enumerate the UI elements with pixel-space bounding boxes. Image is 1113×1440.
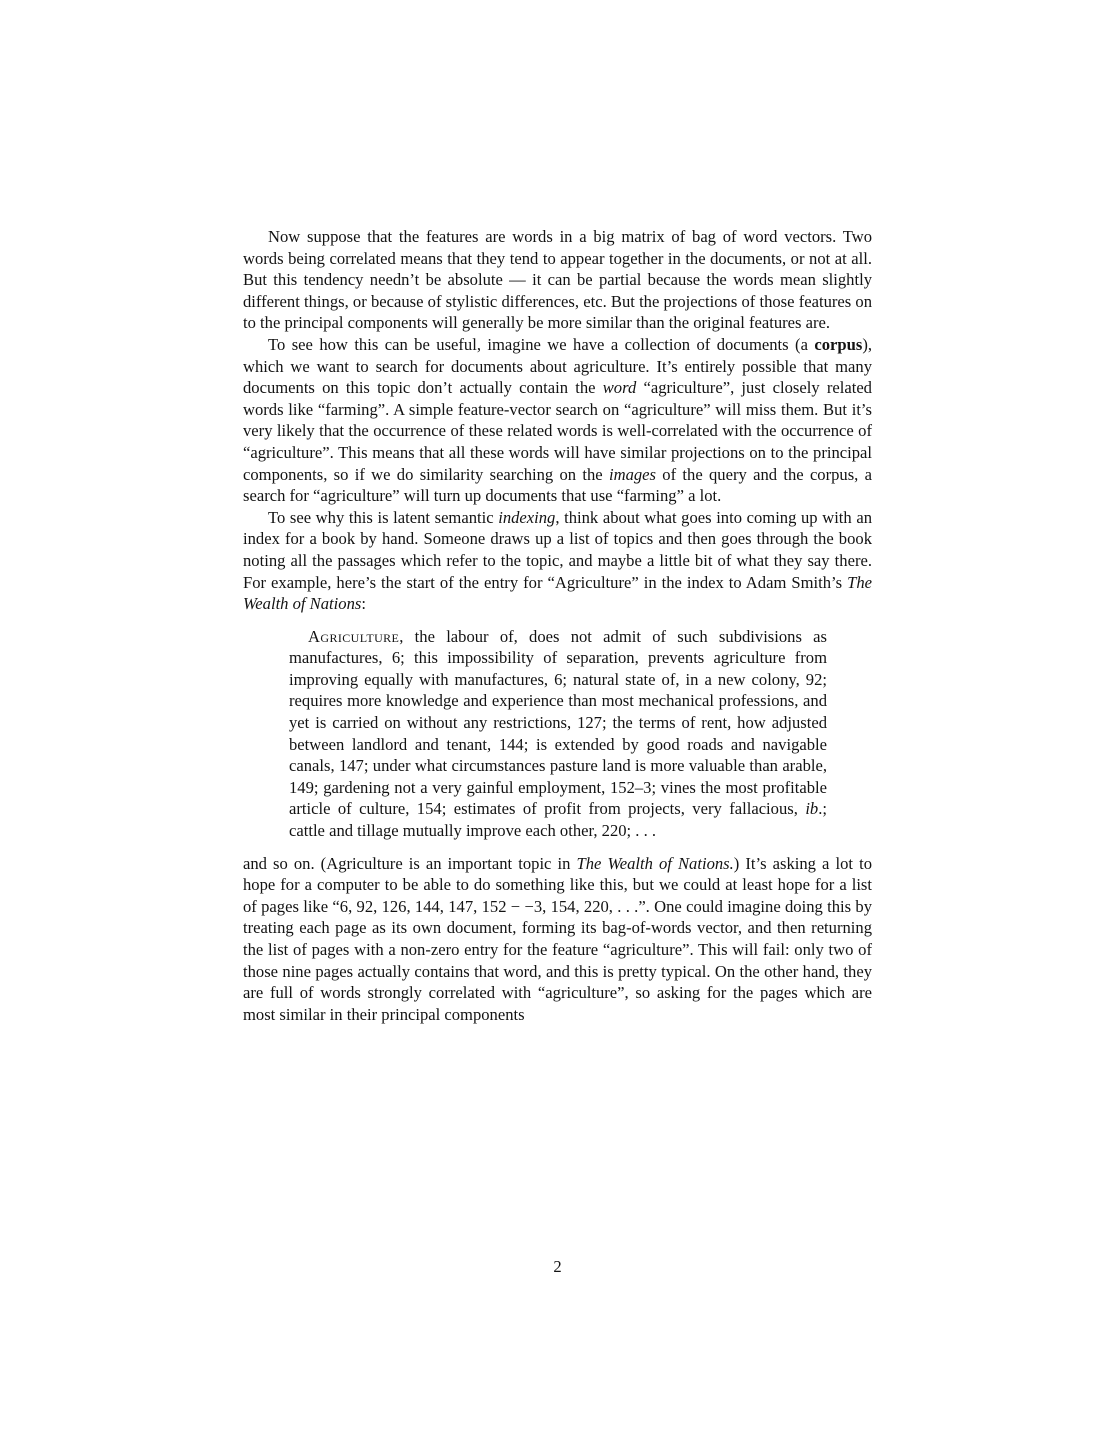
text-run-i: indexing	[498, 507, 556, 527]
text-run-i: The Wealth of Nations	[243, 572, 872, 614]
text-run: of the query and the corpus, a search for “agriculture” will turn up documents that use “farming” a lot.	[243, 464, 873, 506]
text-run-i: images	[608, 464, 656, 484]
text-run: and so on. (Agriculture is an important topic in	[243, 853, 577, 873]
paragraph-2	[243, 334, 872, 507]
blockquote-index-entry	[289, 626, 827, 842]
text-run: ), which we want to search for documents about agriculture. It’s entirely possible that many documents on this topic don’t actually contain the	[243, 334, 872, 398]
paragraph-3	[243, 507, 872, 615]
text-run: To see how this can be useful, imagine we have a collection of documents (a	[268, 334, 815, 354]
text-run: ) It’s asking a lot to hope for a computer to be able to do something like this, but we could at least hope for a list of pages like “6, 92, 126, 144, 147, 152 − −3, 154, 220, . . .”. One could imagine doing this by treating each page as its own document, forming its bag-of-words vector, and then returning the list of pages with a non-zero entry for the feature “agriculture”. This will fail: only two of those nine pages actually contains that word, and this is pretty typical. On the other hand, they are full of words strongly correlated with “agriculture”, so asking for the pages which are most similar in their principal components	[243, 853, 872, 1024]
paragraph-1	[243, 226, 872, 334]
text-run: , think about what goes into coming up with an index for a book by hand. Someone draws up a list of topics and then goes through the book noting all the passages which refer to the topic, and maybe a little bit of what they say there. For example, here’s the start of the entry for “Agriculture” in the index to Adam Smith’s	[243, 507, 872, 592]
text-run-sc: Agriculture	[308, 626, 400, 646]
text-block	[243, 226, 872, 1025]
text-run-b: corpus	[814, 334, 863, 354]
text-run-i: word	[602, 378, 637, 398]
text-run-i: ib	[805, 799, 819, 819]
text-run: Now suppose that the features are words in a big matrix of bag of word vectors. Two words being correlated means that they tend to appear together in the documents, or not at all. But this tendency needn’t be absolute — it can be partial because the words mean slightly different things, or because of stylistic differences, etc. But the projections of those features on to the principal components will generally be more similar than the original features are.	[243, 227, 872, 333]
text-run: , the labour of, does not admit of such subdivisions as manufactures, 6; this impossibility of separation, prevents agriculture from improving equally with manufactures, 6; natural state of, in a new colony, 92; requires more knowledge and experience than most mechanical professions, and yet is carried on without any restrictions, 127; the terms of rent, how adjusted between landlord and tenant, 144; is extended by good roads and navigable canals, 147; under what circumstances pasture land is more valuable than arable, 149; gardening not a very gainful employment, 152–3; vines the most profitable article of culture, 154; estimates of profit from projects, very fallacious,	[289, 626, 827, 819]
text-run-i: The Wealth of Nations.	[576, 853, 734, 873]
paragraph-4	[243, 853, 872, 1026]
text-run: .; cattle and tillage mutually improve each other, 220; . . .	[289, 799, 827, 841]
text-run: :	[361, 594, 366, 614]
text-run: “agriculture”, just closely related words like “farming”. A simple feature-vector search on “agriculture” will miss them. But it’s very likely that the occurrence of these related words is well-correlated with the occurrence of “agriculture”. This means that all these words will have similar projections on to the principal components, so if we do similarity searching on the	[243, 378, 872, 484]
text-run: To see why this is latent semantic	[268, 507, 499, 527]
page-number: 2	[553, 1257, 562, 1276]
